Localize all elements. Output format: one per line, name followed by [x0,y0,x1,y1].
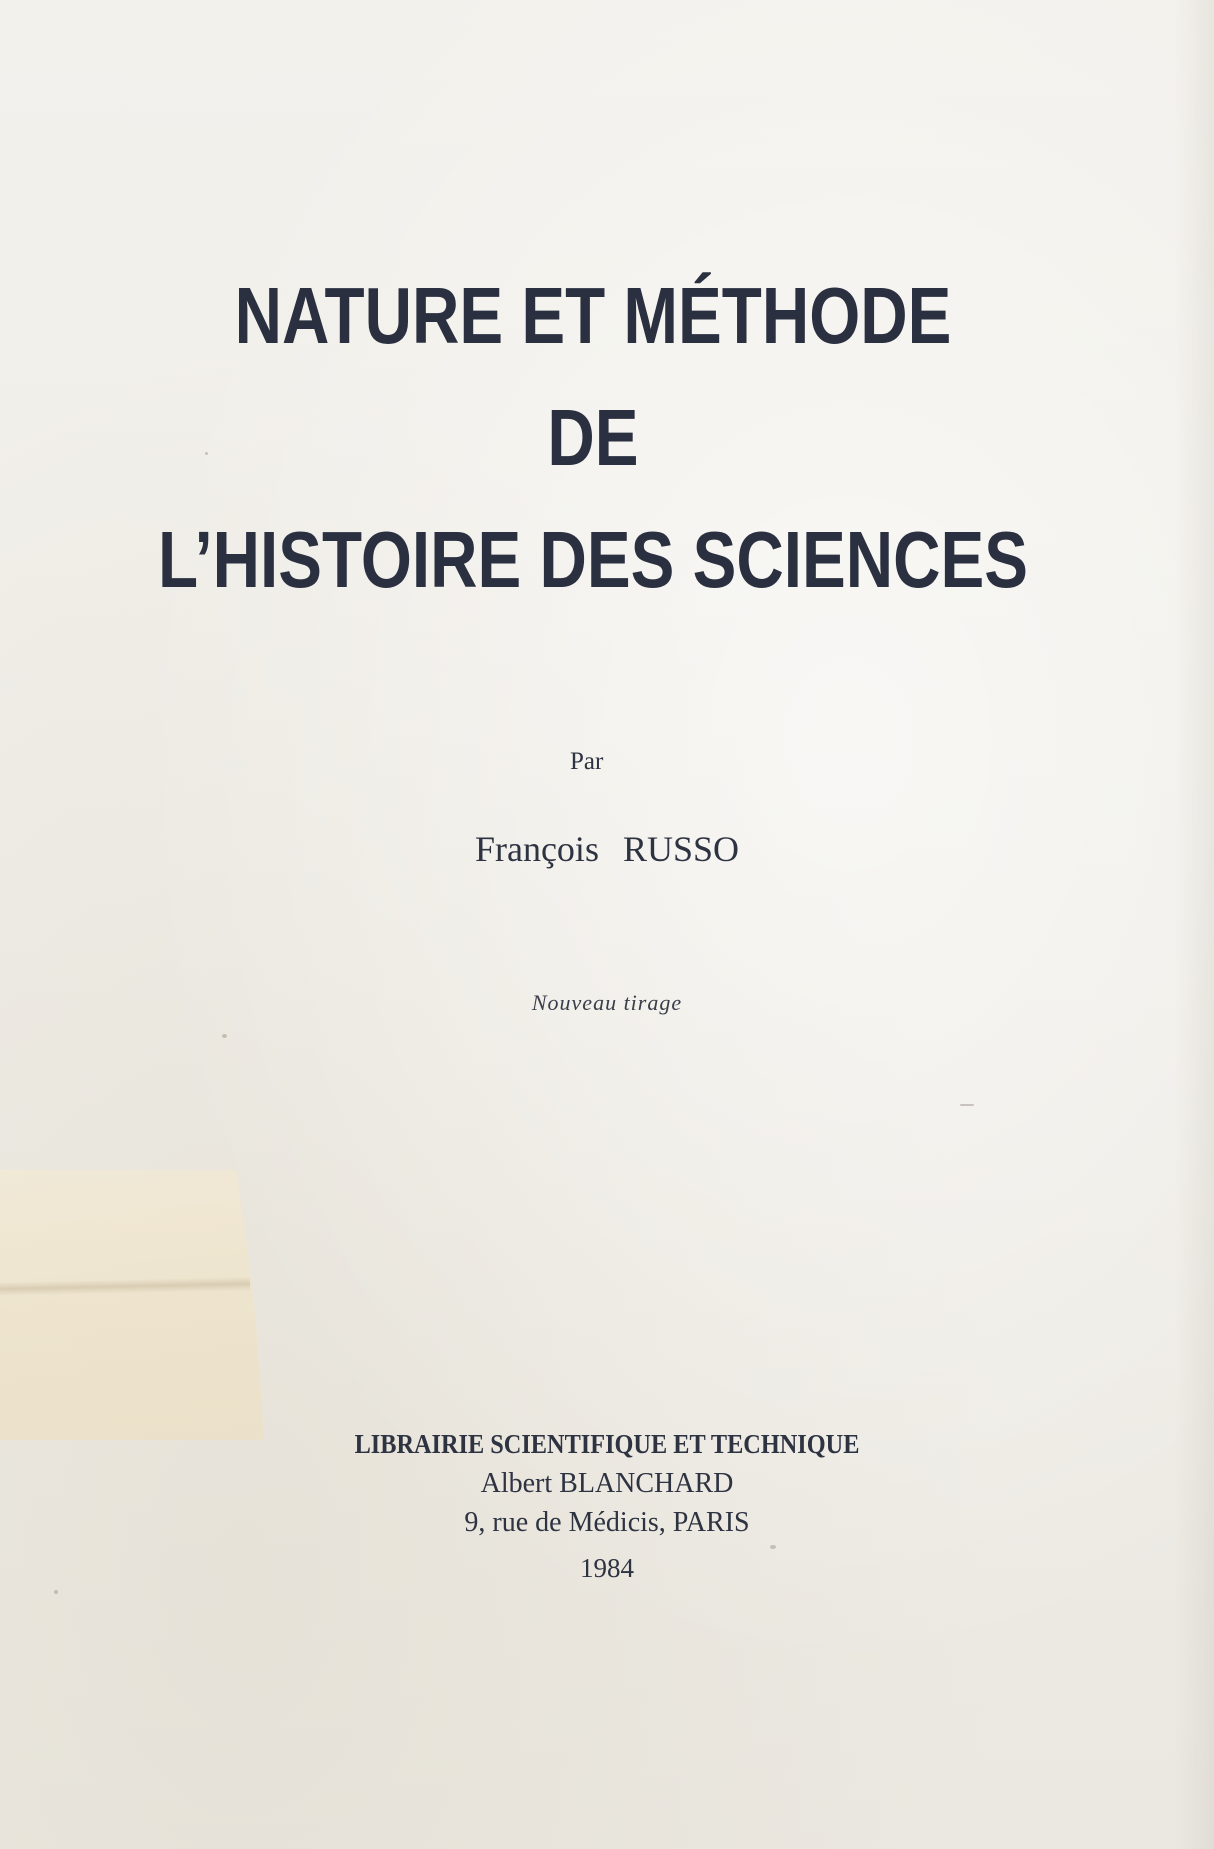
title-line-1: NATURE ET MÉTHODE [234,271,952,360]
author-first-name: François [474,829,599,869]
paper-speck [960,1104,974,1106]
paper-speck [54,1590,58,1594]
book-title [107,255,1080,621]
paper-speck [205,452,208,455]
author-last-name: RUSSO [622,829,740,869]
publication-year: 1984 [580,1553,634,1583]
title-line-3: L’HISTOIRE DES SCIENCES [157,515,1028,604]
par-label: Par [570,748,604,775]
publisher-block [0,1425,1214,1542]
author-name [0,828,1214,870]
publisher-imprint: LIBRAIRIE SCIENTIFIQUE ET TECHNIQUE [354,1429,860,1459]
paper-speck [222,1034,227,1038]
edition-note: Nouveau tirage [531,990,683,1015]
adhesive-tape-patch [0,1170,275,1440]
publisher-name: Albert BLANCHARD [480,1468,734,1499]
publisher-address: 9, rue de Médicis, PARIS [464,1507,750,1538]
paper-speck [770,1545,776,1549]
title-line-2: DE [547,393,639,482]
